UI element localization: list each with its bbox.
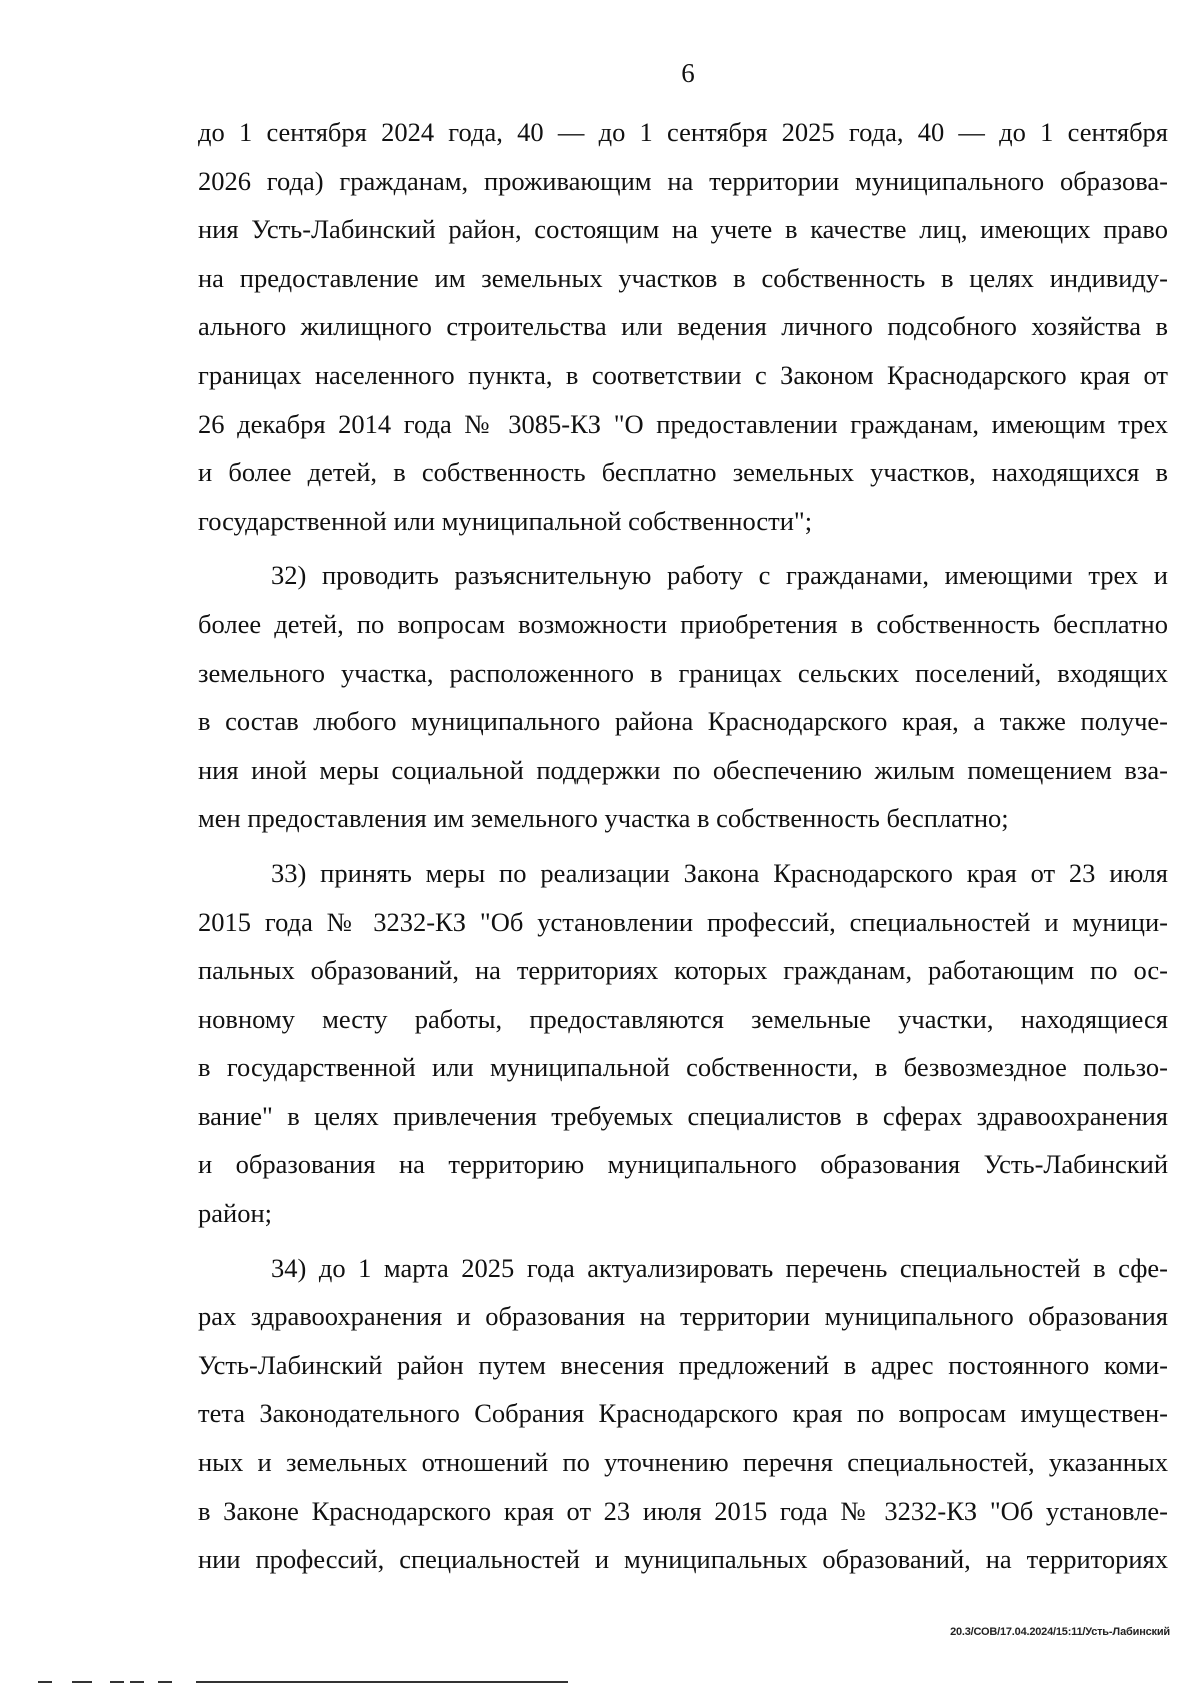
text-line: 26 декабря 2014 года № 3085-КЗ "О предоставлении гражданам, имеющим трех	[198, 408, 1168, 439]
scan-artifact-line	[110, 1681, 124, 1683]
document-stamp: 20.3/СОВ/17.04.2024/15:11/Усть-Лабинский	[950, 1626, 1170, 1638]
text-line: ния иной меры социальной поддержки по обеспечению жилым помещением вза-	[198, 754, 1168, 785]
text-line: мен предоставления им земельного участка в собственность бесплатно;	[198, 803, 1009, 834]
text-line: тета Законодательного Собрания Краснодарского края по вопросам имуществен-	[198, 1398, 1168, 1429]
text-line: нии профессий, специальностей и муниципальных образований, на территориях	[198, 1544, 1168, 1575]
paragraph-33-start: 33) принять меры по реализации Закона Краснодарского края от 23 июля	[271, 857, 1168, 888]
text-line: ных и земельных отношений по уточнению перечня специальностей, указанных	[198, 1447, 1168, 1478]
text-line: в состав любого муниципального района Краснодарского края, а также получе-	[198, 706, 1168, 737]
document-body	[198, 108, 1168, 1584]
text-line: ния Усть-Лабинский район, состоящим на учете в качестве лиц, имеющих право	[198, 214, 1168, 245]
text-line: более детей, по вопросам возможности приобретения в собственность бесплатно	[198, 608, 1168, 639]
text-line: до 1 сентября 2024 года, 40 — до 1 сентября 2025 года, 40 — до 1 сентября	[198, 117, 1168, 147]
paragraph-34-start: 34) до 1 марта 2025 года актуализировать перечень специальностей в сфе-	[271, 1252, 1168, 1283]
page-number: 6	[681, 58, 695, 88]
text-line: 2015 года № 3232-КЗ "Об установлении профессий, специальностей и муници-	[198, 906, 1168, 937]
text-line: район;	[198, 1198, 272, 1229]
scan-artifact-line	[158, 1681, 172, 1683]
text-line: вание" в целях привлечения требуемых специалистов в сферах здравоохранения	[198, 1100, 1168, 1131]
paragraph-32-start: 32) проводить разъяснительную работу с гражданами, имеющими трех и	[271, 560, 1168, 591]
text-line: новному месту работы, предоставляются земельные участки, находящиеся	[198, 1003, 1168, 1034]
text-line: ального жилищного строительства или ведения личного подсобного хозяйства в	[198, 311, 1168, 342]
text-line: 2026 года) гражданам, проживающим на территории муниципального образова-	[198, 165, 1168, 196]
text-line: Усть-Лабинский район путем внесения предложений в адрес постоянного коми-	[198, 1349, 1168, 1380]
scan-artifact-line	[38, 1681, 52, 1683]
text-line: на предоставление им земельных участков в собственность в целях индивиду-	[198, 262, 1168, 293]
text-line: и образования на территорию муниципального образования Усть-Лабинский	[198, 1149, 1168, 1180]
scan-artifact-line	[72, 1681, 92, 1683]
text-line: пальных образований, на территориях которых гражданам, работающим по ос-	[198, 955, 1168, 986]
text-line: рах здравоохранения и образования на территории муниципального образования	[198, 1301, 1168, 1332]
scan-artifact-line	[130, 1681, 144, 1683]
text-line: в Законе Краснодарского края от 23 июля 2015 года № 3232-КЗ "Об установле-	[198, 1495, 1168, 1526]
text-line: в государственной или муниципальной собственности, в безвозмездное пользо-	[198, 1052, 1168, 1083]
text-line: земельного участка, расположенного в границах сельских поселений, входящих	[198, 657, 1168, 688]
text-line: и более детей, в собственность бесплатно земельных участков, находящихся в	[198, 457, 1168, 488]
text-line: границах населенного пункта, в соответствии с Законом Краснодарского края от	[198, 359, 1168, 390]
scan-artifact-line	[196, 1681, 568, 1683]
text-line: государственной или муниципальной собственности";	[198, 505, 813, 536]
